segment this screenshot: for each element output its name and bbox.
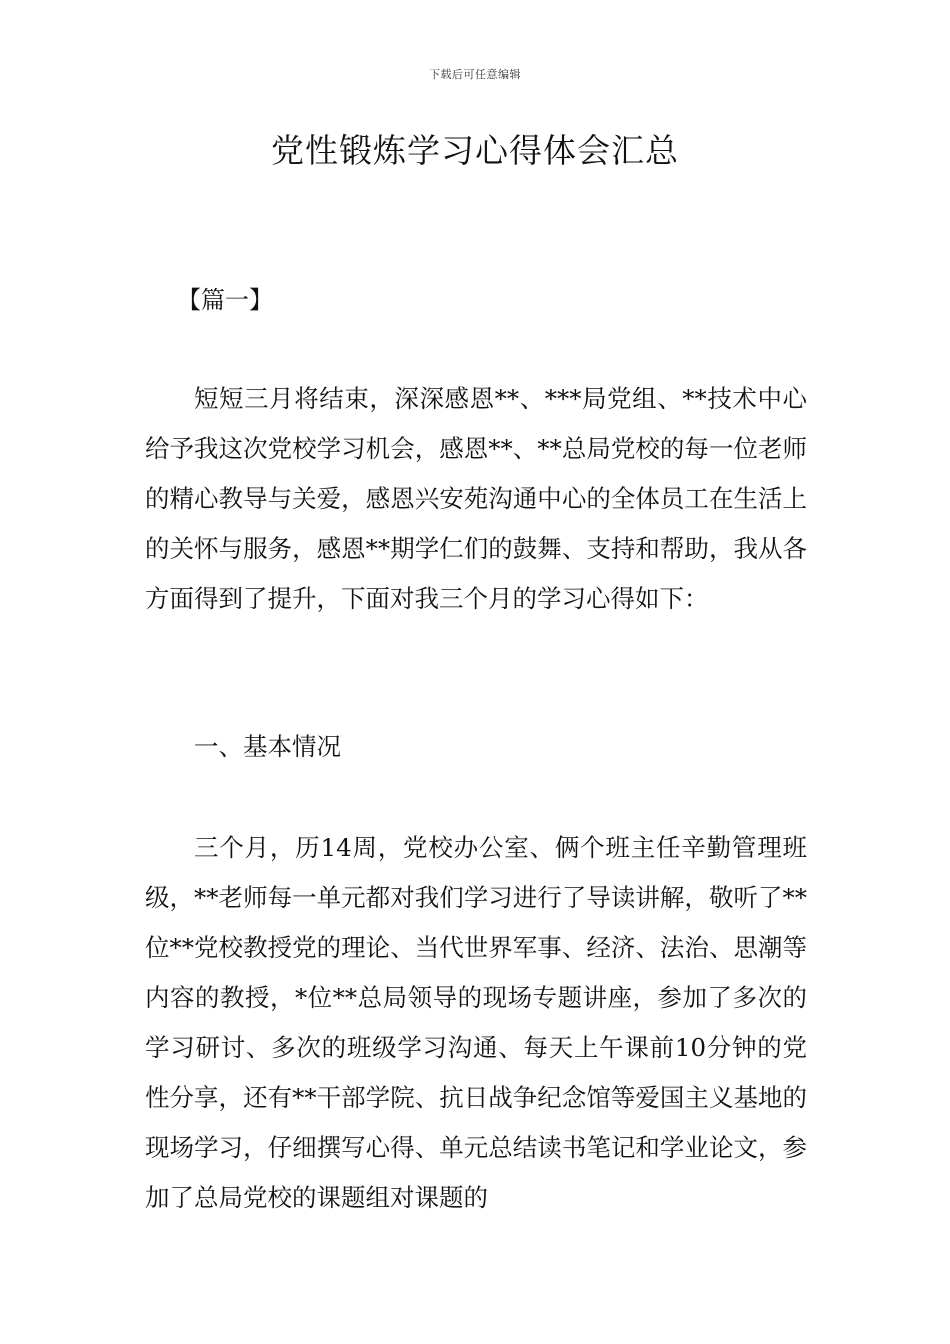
section-heading-basic: 一、基本情况 — [194, 732, 341, 761]
section-label: 【篇一】 — [177, 286, 273, 314]
paragraph-basic-situation: 三个月，历14周，党校办公室、俩个班主任辛勤管理班级，**老师每一单元都对我们学习进行了导读讲解，敬听了**位**党校教授党的理论、当代世界军事、经济、法治、思潮等内容的教授，*位**总局领导的现场专题讲座，参加了多次的学习研讨、多次的班级学习沟通、每天上午课前10分钟的党性分享，还有**干部学院、抗日战争纪念馆等爱国主义基地的现场学习，仔细撰写心得、单元总结读书笔记和学业论文，参加了总局党校的课题组对课题的 — [145, 833, 807, 1212]
paragraph-intro: 短短三月将结束，深深感恩**、***局党组、**技术中心给予我这次党校学习机会，感恩**、**总局党校的每一位老师的精心教导与关爱，感恩兴安苑沟通中心的全体员工在生活上的关怀与服务，感恩**期学仁们的鼓舞、支持和帮助，我从各方面得到了提升，下面对我三个月的学习心得如下： — [145, 384, 807, 613]
header-note: 下载后可任意编辑 — [429, 68, 521, 81]
document-title: 党性锻炼学习心得体会汇总 — [271, 131, 679, 170]
